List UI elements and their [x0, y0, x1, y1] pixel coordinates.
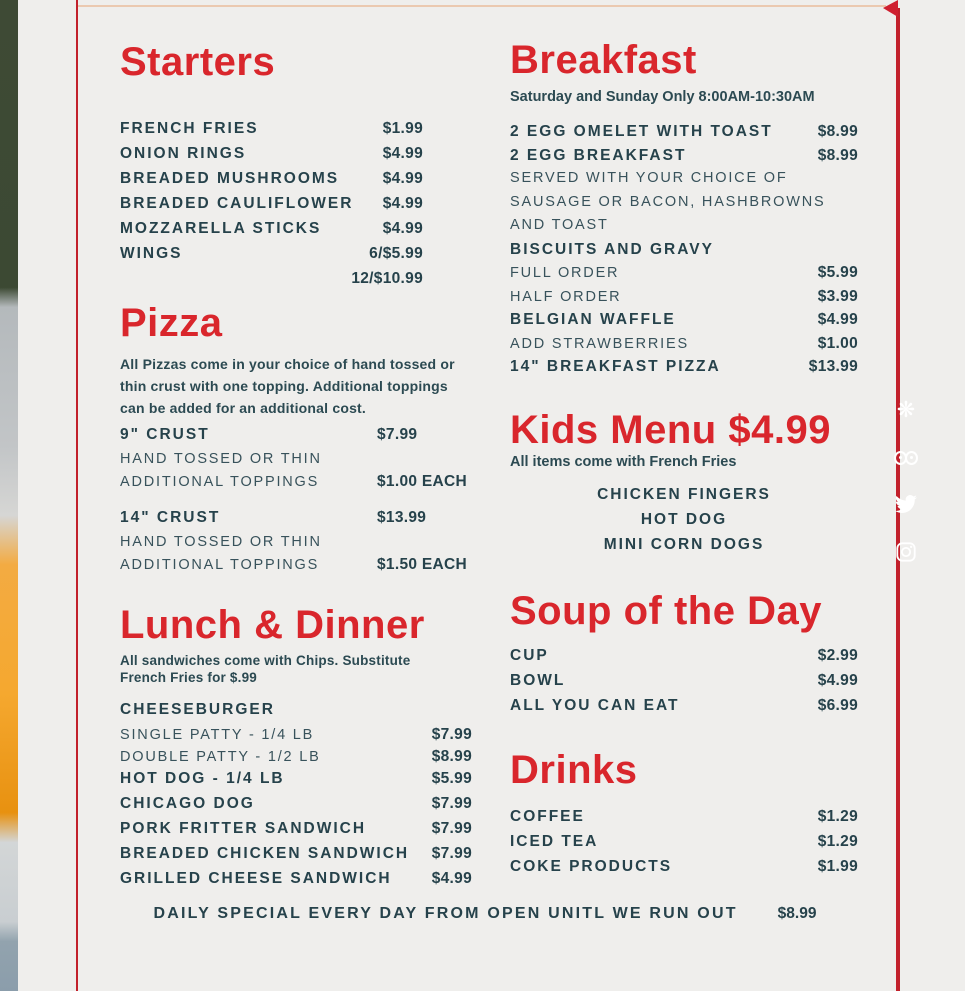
section-title-starters: Starters — [120, 40, 276, 84]
pizza-description: All Pizzas come in your choice of hand tossed or thin crust with one topping. Additional toppings can be added for an additional cost. — [120, 356, 455, 416]
menu-item-row — [510, 672, 858, 697]
item-name: ALL YOU CAN EAT — [510, 696, 680, 714]
soup-items — [510, 647, 858, 722]
item-price: $13.99 — [377, 509, 427, 526]
menu-item-row — [120, 748, 472, 770]
breakfast-items — [510, 123, 858, 382]
menu-item-row — [510, 123, 858, 147]
background-photo-sliver — [0, 0, 18, 991]
menu-item-row — [510, 288, 858, 312]
item-name: BREADED CHICKEN SANDWICH — [120, 845, 410, 862]
item-price: $7.99 — [431, 726, 472, 743]
menu-item-row — [120, 726, 472, 748]
section-title-lunch-dinner: Lunch & Dinner — [120, 603, 425, 647]
item-name: CHICKEN FINGERS — [597, 485, 771, 503]
menu-item-row — [510, 264, 858, 288]
item-price: $4.99 — [382, 170, 423, 187]
menu-item-row — [510, 833, 858, 858]
menu-item-row — [120, 120, 423, 145]
item-price: $1.29 — [817, 807, 858, 825]
item-name: 2 EGG OMELET WITH TOAST — [510, 123, 773, 140]
menu-item-row — [120, 426, 464, 451]
item-price: 6/$5.99 — [369, 245, 423, 262]
menu-item-row — [120, 534, 464, 556]
menu-item-row — [120, 820, 472, 845]
item-price: $4.99 — [431, 870, 472, 887]
item-name: PORK FRITTER SANDWICH — [120, 820, 367, 837]
menu-item-row — [510, 486, 858, 511]
section-title-drinks: Drinks — [510, 747, 638, 792]
menu-item-row — [120, 701, 472, 726]
item-name: MINI CORN DOGS — [603, 535, 765, 553]
menu-item-row — [510, 808, 858, 833]
item-name: ONION RINGS — [120, 145, 247, 162]
menu-item-row — [510, 697, 858, 722]
item-name: HAND TOSSED OR THIN — [120, 451, 322, 467]
item-name: AND TOAST — [510, 217, 609, 233]
menu-item-row — [120, 870, 472, 895]
item-price: $4.99 — [382, 145, 423, 162]
item-price: 12/$10.99 — [351, 270, 423, 287]
instagram-icon[interactable] — [894, 540, 918, 564]
item-name: 14" CRUST — [120, 509, 221, 526]
item-price: $4.99 — [817, 311, 858, 328]
item-price: $2.99 — [817, 646, 858, 664]
item-price: $1.00 EACH — [377, 473, 468, 490]
item-name: ADDITIONAL TOPPINGS — [120, 557, 320, 573]
menu-item-row — [510, 147, 858, 171]
menu-item-row — [510, 358, 858, 382]
pizza-items — [120, 426, 468, 578]
item-name: CUP — [510, 646, 549, 664]
item-name: CHICAGO DOG — [120, 795, 255, 812]
corner-arrow-icon — [883, 0, 898, 17]
item-price: $7.99 — [431, 845, 472, 862]
item-price: $7.99 — [431, 820, 472, 837]
item-price: $4.99 — [817, 671, 858, 689]
menu-item-row — [510, 170, 858, 194]
item-price: $1.99 — [382, 120, 423, 137]
item-name: BREADED MUSHROOMS — [120, 170, 340, 187]
item-price: $1.29 — [817, 832, 858, 850]
lunch-dinner-items — [120, 701, 472, 895]
left-column — [120, 40, 472, 895]
item-name: FULL ORDER — [510, 265, 620, 281]
flickr-icon[interactable] — [894, 446, 918, 470]
item-name: HOT DOG - 1/4 LB — [120, 770, 285, 787]
item-name: SAUSAGE OR BACON, HASHBROWNS — [510, 193, 826, 210]
menu-item-row — [120, 473, 468, 495]
menu-item-row — [120, 845, 472, 870]
menu-item-row — [120, 195, 423, 220]
daily-special-price: $8.99 — [777, 905, 817, 922]
item-name: ADD STRAWBERRIES — [510, 335, 689, 352]
item-name: COKE PRODUCTS — [510, 857, 673, 875]
kids-menu-subtitle: All items come with French Fries — [510, 453, 737, 470]
menu-item-row — [120, 270, 423, 295]
item-name: CHEESEBURGER — [120, 701, 275, 718]
menu-item-row — [120, 245, 423, 270]
menu-item-row — [510, 217, 858, 241]
item-price: $13.99 — [808, 358, 858, 375]
menu-item-row — [120, 451, 464, 473]
menu-item-row — [510, 194, 858, 218]
item-name: HOT DOG — [640, 510, 728, 528]
item-name: DOUBLE PATTY - 1/2 LB — [120, 749, 321, 765]
item-name: HAND TOSSED OR THIN — [120, 534, 322, 550]
item-name: WINGS — [120, 245, 183, 262]
item-price: $4.99 — [382, 220, 423, 237]
menu-item-row — [510, 647, 858, 672]
starters-items — [120, 120, 423, 295]
item-name: BELGIAN WAFFLE — [510, 311, 676, 328]
drinks-items — [510, 808, 858, 883]
frame-top-line — [78, 5, 886, 7]
item-name: BREADED CAULIFLOWER — [120, 195, 354, 212]
item-name: HALF ORDER — [510, 288, 622, 305]
item-price: $1.50 EACH — [377, 556, 468, 573]
menu-item-row — [510, 311, 858, 335]
section-title-pizza: Pizza — [120, 301, 223, 345]
item-name: SERVED WITH YOUR CHOICE OF — [510, 170, 788, 186]
yelp-icon[interactable]: ❋ — [896, 397, 916, 422]
item-price: $8.99 — [817, 123, 858, 140]
item-name: ADDITIONAL TOPPINGS — [120, 474, 320, 490]
menu-item-row — [120, 795, 472, 820]
kids-menu-items — [510, 486, 858, 561]
item-name: COFFEE — [510, 807, 585, 825]
item-price: $5.99 — [817, 264, 858, 281]
item-price: $4.99 — [382, 195, 423, 212]
breakfast-subtitle: Saturday and Sunday Only 8:00AM-10:30AM — [510, 89, 815, 105]
item-name: 2 EGG BREAKFAST — [510, 146, 687, 164]
right-column — [510, 38, 858, 883]
lunch-dinner-description: All sandwiches come with Chips. Substitute French Fries for $.99 — [120, 653, 411, 685]
menu-item-row — [510, 511, 858, 536]
item-price: $7.99 — [377, 426, 418, 443]
item-name: FRENCH FRIES — [120, 120, 259, 137]
section-title-breakfast: Breakfast — [510, 38, 697, 82]
menu-item-row — [510, 335, 858, 359]
item-name: ICED TEA — [510, 832, 599, 850]
item-name: MOZZARELLA STICKS — [120, 220, 322, 237]
menu-item-row — [120, 170, 423, 195]
menu-item-row — [120, 770, 472, 795]
item-price: $7.99 — [431, 795, 472, 812]
item-name: BOWL — [510, 671, 566, 689]
daily-special-text: DAILY SPECIAL EVERY DAY FROM OPEN UNITL WE RUN OUT — [153, 905, 738, 922]
item-name: SINGLE PATTY - 1/4 LB — [120, 727, 315, 743]
menu-item-row — [510, 858, 858, 883]
item-price: $1.00 — [817, 334, 858, 352]
item-price: $1.99 — [817, 857, 858, 875]
menu-item-row — [120, 220, 423, 245]
item-price: $8.99 — [431, 748, 472, 765]
item-name: 9" CRUST — [120, 426, 210, 443]
item-name: GRILLED CHEESE SANDWICH — [120, 870, 392, 887]
daily-special-row — [90, 905, 880, 923]
item-name: 14" BREAKFAST PIZZA — [510, 358, 721, 375]
item-price: $8.99 — [817, 146, 858, 164]
twitter-icon[interactable] — [894, 492, 918, 516]
section-title-kids-menu: Kids Menu $4.99 — [510, 407, 831, 452]
menu-item-row — [120, 556, 468, 578]
menu-item-row — [120, 509, 464, 534]
menu-item-row — [510, 536, 858, 561]
item-price: $5.99 — [431, 770, 472, 787]
item-price: $3.99 — [817, 287, 858, 305]
menu-item-row — [510, 241, 858, 265]
frame-left-line — [76, 0, 78, 991]
item-price: $6.99 — [817, 696, 858, 714]
menu-item-row — [120, 145, 423, 170]
section-title-soup: Soup of the Day — [510, 588, 822, 633]
item-name: BISCUITS AND GRAVY — [510, 240, 714, 258]
